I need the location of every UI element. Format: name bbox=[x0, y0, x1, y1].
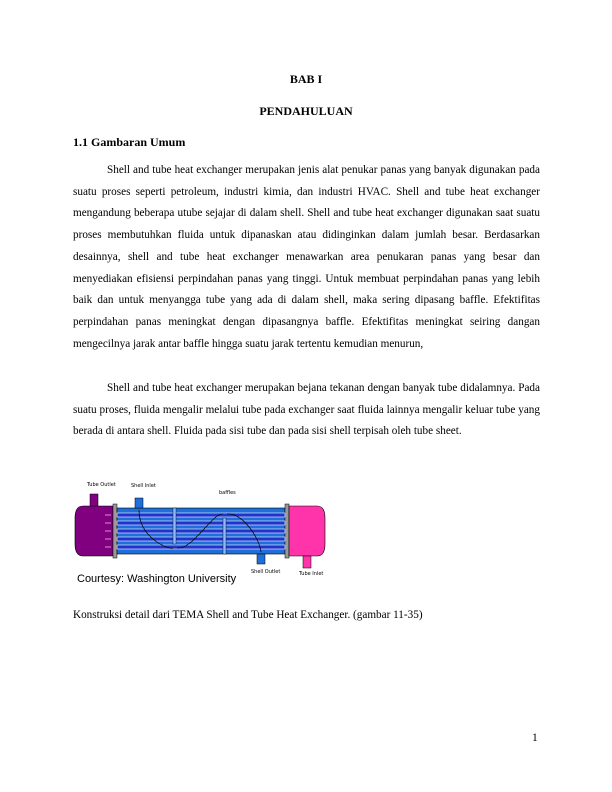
heat-exchanger-diagram bbox=[73, 478, 343, 590]
label-baffles: baffles bbox=[219, 490, 236, 496]
paragraph-2: Shell and tube heat exchanger merupakan bejana tekanan dengan banyak tube didalamnya. Pada suatu proses, fluida mengalir melalui tube pada exchanger saat fluida lainnya mengalir keluar tube yang berada di antara shell. Fluida pada sisi tube dan pada sisi shell terpisah oleh tube sheet. bbox=[73, 382, 540, 438]
paragraph-1: Shell and tube heat exchanger merupakan jenis alat penukar panas yang banyak digunakan pada suatu proses seperti petroleum, industri kimia, dan industri HVAC. Shell and tube heat exchanger mengandung beberapa utube sejajar di dalam shell. Shell and tube heat exchanger digunakan saat suatu proses membutuhkan fluida untuk dipanaskan atau didinginkan dalam jumlah besar. Berdasarkan desainnya, shell and tube heat exchanger menawarkan area penukaran panas yang besar dan menyediakan efisiensi perpindahan panas yang tinggi. Untuk membuat perpindahan panas yang lebih baik dan untuk menyangga tube yang ada di dalam shell, maka sering dipasang baffle. Efektifitas perpindahan panas meningkat dengan dipasangnya baffle. Efektifitas meningkat seiring dangan mengecilnya jarak antar baffle hingga suatu jarak tertentu kemudian menurun, bbox=[73, 164, 540, 350]
heat-exchanger-figure bbox=[73, 478, 343, 590]
page-number: 1 bbox=[532, 732, 538, 744]
label-shell-outlet: Shell Outlet bbox=[251, 569, 281, 575]
chapter-title: PENDAHULUAN bbox=[259, 104, 353, 118]
shell-outlet-nozzle bbox=[257, 554, 265, 564]
tube-outlet-nozzle bbox=[90, 494, 98, 506]
tube-sheet-right bbox=[285, 504, 289, 558]
inlet-head bbox=[289, 506, 325, 556]
section-heading: 1.1 Gambaran Umum bbox=[73, 135, 186, 149]
label-tube-inlet: Tube Inlet bbox=[299, 571, 324, 577]
label-tube-outlet: Tube Outlet bbox=[87, 482, 116, 488]
tube-sheet-left bbox=[113, 504, 117, 558]
label-shell-inlet: Shell Inlet bbox=[131, 483, 156, 489]
chapter-number: BAB I bbox=[289, 72, 323, 86]
figure-courtesy: Courtesy: Washington University bbox=[77, 573, 237, 585]
tube-inlet-nozzle bbox=[303, 556, 311, 568]
figure-caption: Konstruksi detail dari TEMA Shell and Tube Heat Exchanger. (gambar 11-35) bbox=[73, 609, 423, 621]
shell-inlet-nozzle bbox=[135, 498, 143, 508]
